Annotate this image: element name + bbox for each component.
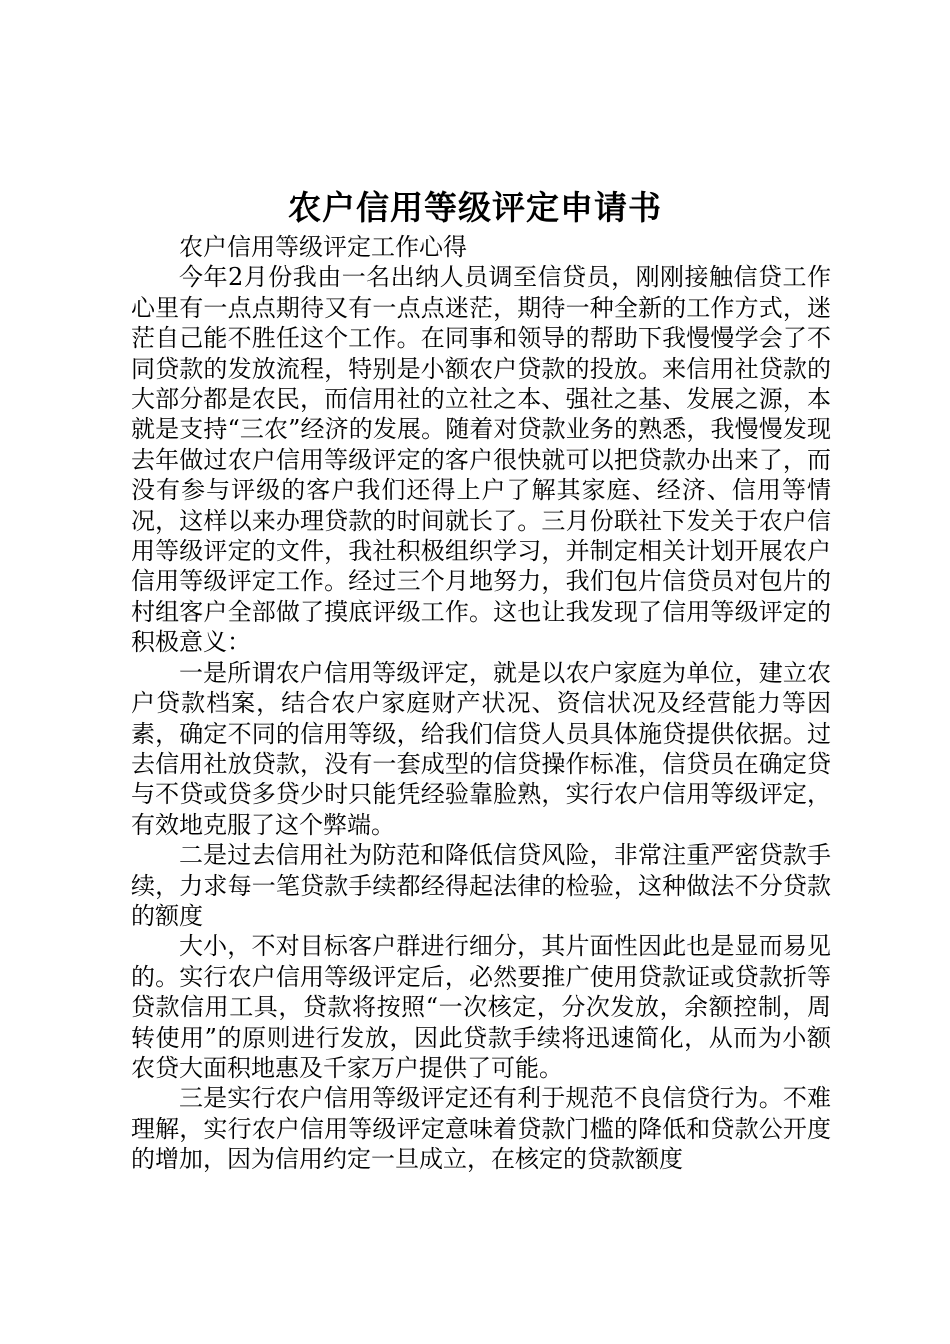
paragraph-point-two-continued: 大小，不对目标客户群进行细分，其片面性因此也是显而易见的。实行农户信用等级评定后，必然要推广使用贷款证或贷款折等贷款信用工具，贷款将按照“一次核定，分次发放，余额控制，周转使用”的原则进行发放，因此贷款手续将迅速简化，从而为小额农贷大面积地惠及千家万户提供了可能。 <box>131 932 831 1082</box>
paragraph-point-two: 二是过去信用社为防范和降低信贷风险，非常注重严密贷款手续，力求每一笔贷款手续都经得起法律的检验，这种做法不分贷款的额度 <box>131 841 831 930</box>
paragraph-point-three: 三是实行农户信用等级评定还有利于规范不良信贷行为。不难理解，实行农户信用等级评定意味着贷款门槛的降低和贷款公开度的增加，因为信用约定一旦成立，在核定的贷款额度 <box>131 1084 831 1174</box>
document-title: 农户信用等级评定申请书 <box>288 188 662 227</box>
paragraph-subtitle: 农户信用等级评定工作心得 <box>179 233 467 261</box>
paragraph-intro: 今年2月份我由一名出纳人员调至信贷员，刚刚接触信贷工作心里有一点点期待又有一点点迷茫，期待一种全新的工作方式，迷茫自己能不胜任这个工作。在同事和领导的帮助下我慢慢学会了不同贷款的发放流程，特别是小额农户贷款的投放。来信用社贷款的大部分都是农民，而信用社的立社之本、强社之基、发展之源，本就是支持“三农”经济的发展。随着对贷款业务的熟悉，我慢慢发现去年做过农户信用等级评定的客户很快就可以把贷款办出来了，而没有参与评级的客户我们还得上户了解其家庭、经济、信用等情况，这样以来办理贷款的时间就长了。三月份联社下发关于农户信用等级评定的文件，我社积极组织学习，并制定相关计划开展农户信用等级评定工作。经过三个月地努力，我们包片信贷员对包片的村组客户全部做了摸底评级工作。这也让我发现了信用等级评定的积极意义： <box>131 263 831 657</box>
document-body <box>131 232 831 1175</box>
paragraph-point-one: 一是所谓农户信用等级评定，就是以农户家庭为单位，建立农户贷款档案，结合农户家庭财产状况、资信状况及经营能力等因素，确定不同的信用等级，给我们信贷人员具体施贷提供依据。过去信用社放贷款，没有一套成型的信贷操作标准，信贷员在确定贷与不贷或贷多贷少时只能凭经验靠脸熟，实行农户信用等级评定，有效地克服了这个弊端。 <box>131 658 831 839</box>
